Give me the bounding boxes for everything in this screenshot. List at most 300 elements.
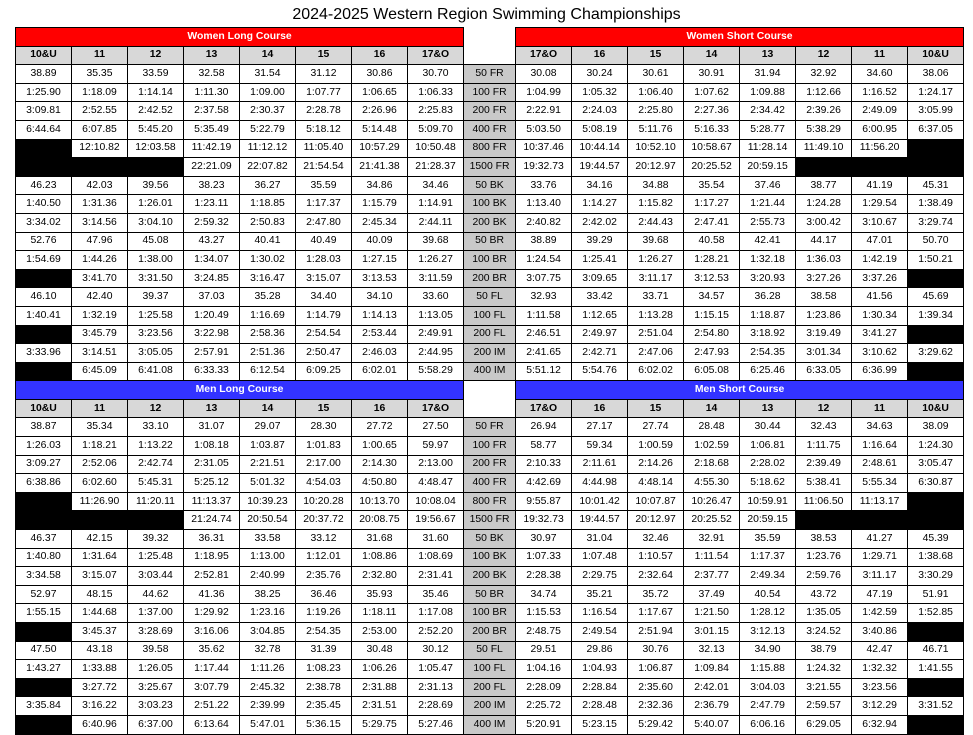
time-cell: 30.91 <box>684 65 740 84</box>
time-cell: 2:42.71 <box>572 344 628 363</box>
time-cell: 20:50.54 <box>240 511 296 530</box>
time-cell: 31.94 <box>740 65 796 84</box>
time-cell: 1:42.19 <box>852 251 908 270</box>
time-cell: 30.08 <box>516 65 572 84</box>
time-cell: 10:08.04 <box>408 492 464 511</box>
time-cell: 3:05.47 <box>908 455 964 474</box>
time-cell: 32.93 <box>516 288 572 307</box>
time-cell: 2:30.37 <box>240 102 296 121</box>
time-cell: 3:16.06 <box>184 623 240 642</box>
event-label: 50 FL <box>464 288 516 307</box>
blank-cell <box>908 492 964 511</box>
table-row <box>16 306 964 325</box>
time-cell: 2:35.60 <box>628 678 684 697</box>
time-cell: 1:28.21 <box>684 251 740 270</box>
time-cell: 2:35.76 <box>296 567 352 586</box>
event-label: 200 IM <box>464 697 516 716</box>
table-row <box>16 604 964 623</box>
blank-cell <box>16 715 72 734</box>
time-cell: 1:06.33 <box>408 83 464 102</box>
time-cell: 2:40.99 <box>240 567 296 586</box>
time-cell: 35.59 <box>296 176 352 195</box>
time-cell: 1:18.85 <box>240 195 296 214</box>
time-cell: 1:26.01 <box>128 195 184 214</box>
time-cell: 12:03.58 <box>128 139 184 158</box>
time-cell: 2:51.94 <box>628 623 684 642</box>
table-row <box>16 195 964 214</box>
age-header: 14 <box>240 399 296 418</box>
time-cell: 1:14.91 <box>408 195 464 214</box>
table-row <box>16 102 964 121</box>
time-cell: 5:22.79 <box>240 120 296 139</box>
time-cell: 34.16 <box>572 176 628 195</box>
time-cell: 1:05.47 <box>408 660 464 679</box>
time-cell: 1:28.12 <box>740 604 796 623</box>
time-cell: 1:09.00 <box>240 83 296 102</box>
time-cell: 34.10 <box>352 288 408 307</box>
blank-cell <box>16 678 72 697</box>
table-row <box>16 585 964 604</box>
time-cell: 2:54.80 <box>684 325 740 344</box>
time-cell: 3:04.85 <box>240 623 296 642</box>
time-cell: 10:39.23 <box>240 492 296 511</box>
time-cell: 3:12.53 <box>684 269 740 288</box>
time-cell: 3:03.44 <box>128 567 184 586</box>
time-cell: 46.37 <box>16 530 72 549</box>
age-header: 16 <box>572 399 628 418</box>
time-cell: 11:12.12 <box>240 139 296 158</box>
time-cell: 2:45.32 <box>240 678 296 697</box>
time-cell: 32.13 <box>684 641 740 660</box>
time-cell: 3:29.62 <box>908 344 964 363</box>
time-cell: 3:23.56 <box>852 678 908 697</box>
time-cell: 39.58 <box>128 641 184 660</box>
event-label: 800 FR <box>464 492 516 511</box>
event-label: 100 BK <box>464 195 516 214</box>
time-cell: 3:25.67 <box>128 678 184 697</box>
time-cell: 21:41.38 <box>352 158 408 177</box>
time-cell: 36.46 <box>296 585 352 604</box>
table-row <box>16 232 964 251</box>
table-row <box>16 176 964 195</box>
age-header: 13 <box>740 46 796 65</box>
time-cell: 6:33.05 <box>796 362 852 381</box>
time-cell: 1:21.50 <box>684 604 740 623</box>
event-label: 50 FR <box>464 65 516 84</box>
time-cell: 31.54 <box>240 65 296 84</box>
age-header: 16 <box>572 46 628 65</box>
time-cell: 2:38.78 <box>296 678 352 697</box>
time-cell: 31.60 <box>408 530 464 549</box>
time-cell: 10:20.28 <box>296 492 352 511</box>
table-row <box>16 251 964 270</box>
time-cell: 3:07.79 <box>184 678 240 697</box>
table-row <box>16 288 964 307</box>
time-cell: 1:06.81 <box>740 437 796 456</box>
time-cell: 2:59.32 <box>184 213 240 232</box>
time-cell: 3:01.34 <box>796 344 852 363</box>
time-cell: 5:18.62 <box>740 474 796 493</box>
time-cell: 42.47 <box>852 641 908 660</box>
event-label: 200 FR <box>464 102 516 121</box>
time-cell: 1:18.87 <box>740 306 796 325</box>
table-row <box>16 492 964 511</box>
time-cell: 2:49.54 <box>572 623 628 642</box>
event-label: 200 BK <box>464 567 516 586</box>
time-cell: 2:47.41 <box>684 213 740 232</box>
time-cell: 2:31.13 <box>408 678 464 697</box>
time-cell: 27.17 <box>572 418 628 437</box>
age-header: 10&U <box>16 399 72 418</box>
time-cell: 6:13.64 <box>184 715 240 734</box>
time-cell: 3:41.70 <box>72 269 128 288</box>
time-cell: 1:04.93 <box>572 660 628 679</box>
time-cell: 1:31.36 <box>72 195 128 214</box>
time-cell: 2:39.99 <box>240 697 296 716</box>
time-cell: 5:27.46 <box>408 715 464 734</box>
time-cell: 5:08.19 <box>572 120 628 139</box>
event-label: 100 BK <box>464 548 516 567</box>
time-cell: 4:54.03 <box>296 474 352 493</box>
time-cell: 20:12.97 <box>628 511 684 530</box>
time-cell: 2:14.26 <box>628 455 684 474</box>
event-label: 50 BK <box>464 176 516 195</box>
time-cell: 10:13.70 <box>352 492 408 511</box>
time-cell: 1:17.08 <box>408 604 464 623</box>
time-cell: 2:44.95 <box>408 344 464 363</box>
time-cell: 4:50.80 <box>352 474 408 493</box>
men-short-course-title: Men Short Course <box>516 381 964 400</box>
time-cell: 1:16.69 <box>240 306 296 325</box>
time-cell: 3:00.42 <box>796 213 852 232</box>
time-cell: 34.90 <box>740 641 796 660</box>
event-label: 400 FR <box>464 120 516 139</box>
time-cell: 1:18.09 <box>72 83 128 102</box>
time-cell: 2:51.04 <box>628 325 684 344</box>
time-cell: 2:58.36 <box>240 325 296 344</box>
time-cell: 2:11.61 <box>572 455 628 474</box>
time-cell: 2:59.76 <box>796 567 852 586</box>
time-cell: 2:25.83 <box>408 102 464 121</box>
time-cell: 47.01 <box>852 232 908 251</box>
time-cell: 35.34 <box>72 418 128 437</box>
time-cell: 38.87 <box>16 418 72 437</box>
time-cell: 33.58 <box>240 530 296 549</box>
time-cell: 1:21.44 <box>740 195 796 214</box>
blank-cell <box>128 158 184 177</box>
time-cell: 6:02.02 <box>628 362 684 381</box>
time-cell: 2:32.80 <box>352 567 408 586</box>
time-cell: 1:29.71 <box>852 548 908 567</box>
time-cell: 1:32.32 <box>852 660 908 679</box>
time-cell: 30.97 <box>516 530 572 549</box>
blank-cell <box>852 511 908 530</box>
time-cell: 10:44.14 <box>572 139 628 158</box>
time-cell: 1:40.41 <box>16 306 72 325</box>
age-header: 11 <box>72 399 128 418</box>
time-cell: 38.58 <box>796 288 852 307</box>
event-label: 100 FR <box>464 437 516 456</box>
blank-cell <box>908 269 964 288</box>
time-cell: 2:22.91 <box>516 102 572 121</box>
time-cell: 2:25.72 <box>516 697 572 716</box>
time-cell: 3:01.15 <box>684 623 740 642</box>
blank-cell <box>72 511 128 530</box>
age-header: 12 <box>128 46 184 65</box>
time-cell: 2:28.09 <box>516 678 572 697</box>
time-cell: 3:14.51 <box>72 344 128 363</box>
time-cell: 40.41 <box>240 232 296 251</box>
time-cell: 59.34 <box>572 437 628 456</box>
time-cell: 2:53.00 <box>352 623 408 642</box>
time-cell: 2:50.83 <box>240 213 296 232</box>
time-cell: 33.59 <box>128 65 184 84</box>
blank-cell <box>908 511 964 530</box>
time-cell: 1:08.23 <box>296 660 352 679</box>
time-cell: 6:07.85 <box>72 120 128 139</box>
time-cell: 6:05.08 <box>684 362 740 381</box>
time-cell: 1:26.05 <box>128 660 184 679</box>
time-cell: 1:11.54 <box>684 548 740 567</box>
time-cell: 2:52.55 <box>72 102 128 121</box>
time-cell: 30.76 <box>628 641 684 660</box>
time-cell: 2:42.52 <box>128 102 184 121</box>
time-cell: 33.76 <box>516 176 572 195</box>
time-cell: 6:41.08 <box>128 362 184 381</box>
table-row <box>16 678 964 697</box>
age-header: 16 <box>352 399 408 418</box>
time-cell: 29.51 <box>516 641 572 660</box>
time-cell: 33.60 <box>408 288 464 307</box>
men-section-header <box>16 381 964 400</box>
time-cell: 2:49.91 <box>408 325 464 344</box>
time-cell: 50.70 <box>908 232 964 251</box>
time-cell: 19:32.73 <box>516 511 572 530</box>
event-label: 50 FL <box>464 641 516 660</box>
blank-cell <box>796 511 852 530</box>
age-header: 13 <box>184 399 240 418</box>
time-cell: 1:11.30 <box>184 83 240 102</box>
time-cell: 2:47.79 <box>740 697 796 716</box>
time-cell: 5:38.41 <box>796 474 852 493</box>
time-cell: 10:26.47 <box>684 492 740 511</box>
time-cell: 1:15.79 <box>352 195 408 214</box>
time-cell: 1:02.59 <box>684 437 740 456</box>
time-cell: 3:20.93 <box>740 269 796 288</box>
time-cell: 31.12 <box>296 65 352 84</box>
time-cell: 3:21.55 <box>796 678 852 697</box>
time-cell: 5:25.12 <box>184 474 240 493</box>
time-cell: 39.68 <box>408 232 464 251</box>
time-cell: 33.71 <box>628 288 684 307</box>
time-cell: 34.40 <box>296 288 352 307</box>
time-cell: 2:44.11 <box>408 213 464 232</box>
event-label: 400 IM <box>464 362 516 381</box>
age-header: 17&O <box>516 46 572 65</box>
time-cell: 2:31.88 <box>352 678 408 697</box>
time-cell: 45.69 <box>908 288 964 307</box>
time-cell: 30.44 <box>740 418 796 437</box>
time-cell: 2:50.47 <box>296 344 352 363</box>
time-cell: 5:11.76 <box>628 120 684 139</box>
time-cell: 26.94 <box>516 418 572 437</box>
time-cell: 35.35 <box>72 65 128 84</box>
time-cell: 5:38.29 <box>796 120 852 139</box>
time-cell: 6:12.54 <box>240 362 296 381</box>
time-cell: 1:19.26 <box>296 604 352 623</box>
time-cell: 1:26.27 <box>628 251 684 270</box>
time-cell: 31.39 <box>296 641 352 660</box>
time-cell: 38.09 <box>908 418 964 437</box>
time-cell: 3:31.52 <box>908 697 964 716</box>
time-cell: 1:26.03 <box>16 437 72 456</box>
time-cell: 1:07.77 <box>296 83 352 102</box>
time-cell: 4:48.14 <box>628 474 684 493</box>
age-header: 12 <box>796 46 852 65</box>
age-header: 10&U <box>16 46 72 65</box>
time-cell: 1:15.15 <box>684 306 740 325</box>
time-cell: 1:35.05 <box>796 604 852 623</box>
time-cell: 42.15 <box>72 530 128 549</box>
time-cell: 3:14.56 <box>72 213 128 232</box>
event-label: 400 IM <box>464 715 516 734</box>
time-cell: 38.06 <box>908 65 964 84</box>
men-age-header-row <box>16 399 964 418</box>
time-cell: 34.46 <box>408 176 464 195</box>
age-header: 10&U <box>908 399 964 418</box>
time-cell: 6:30.87 <box>908 474 964 493</box>
time-cell: 41.27 <box>852 530 908 549</box>
event-label: 50 FR <box>464 418 516 437</box>
time-cell: 35.46 <box>408 585 464 604</box>
time-cell: 2:28.38 <box>516 567 572 586</box>
time-cell: 31.68 <box>352 530 408 549</box>
time-cell: 1:13.40 <box>516 195 572 214</box>
time-cell: 10:50.48 <box>408 139 464 158</box>
time-standards-table <box>15 27 964 735</box>
time-cell: 40.49 <box>296 232 352 251</box>
time-cell: 1:33.88 <box>72 660 128 679</box>
time-cell: 3:11.59 <box>408 269 464 288</box>
time-cell: 2:21.51 <box>240 455 296 474</box>
time-cell: 3:12.13 <box>740 623 796 642</box>
time-cell: 40.58 <box>684 232 740 251</box>
time-cell: 1:08.18 <box>184 437 240 456</box>
time-cell: 1:39.34 <box>908 306 964 325</box>
table-row <box>16 474 964 493</box>
time-cell: 58.77 <box>516 437 572 456</box>
time-cell: 1:24.30 <box>908 437 964 456</box>
time-cell: 3:29.74 <box>908 213 964 232</box>
time-cell: 51.91 <box>908 585 964 604</box>
time-cell: 1:25.48 <box>128 548 184 567</box>
time-cell: 2:48.75 <box>516 623 572 642</box>
time-cell: 6:36.99 <box>852 362 908 381</box>
time-cell: 1:17.67 <box>628 604 684 623</box>
blank-cell <box>16 623 72 642</box>
time-cell: 2:28.84 <box>572 678 628 697</box>
time-cell: 1:03.87 <box>240 437 296 456</box>
time-cell: 2:49.97 <box>572 325 628 344</box>
table-row <box>16 344 964 363</box>
event-header-gap <box>464 46 516 65</box>
time-cell: 1:24.54 <box>516 251 572 270</box>
time-cell: 1:14.79 <box>296 306 352 325</box>
time-cell: 35.28 <box>240 288 296 307</box>
time-cell: 5:28.77 <box>740 120 796 139</box>
blank-cell <box>16 269 72 288</box>
time-cell: 1:24.32 <box>796 660 852 679</box>
time-cell: 38.25 <box>240 585 296 604</box>
time-cell: 1:26.27 <box>408 251 464 270</box>
time-cell: 1:30.34 <box>852 306 908 325</box>
time-cell: 38.53 <box>796 530 852 549</box>
time-cell: 1:17.37 <box>296 195 352 214</box>
time-cell: 3:11.17 <box>852 567 908 586</box>
time-cell: 2:40.82 <box>516 213 572 232</box>
age-header: 11 <box>852 399 908 418</box>
time-cell: 5:18.12 <box>296 120 352 139</box>
time-cell: 2:25.80 <box>628 102 684 121</box>
time-cell: 1:40.80 <box>16 548 72 567</box>
time-cell: 27.74 <box>628 418 684 437</box>
time-cell: 52.97 <box>16 585 72 604</box>
time-cell: 1:32.18 <box>740 251 796 270</box>
time-cell: 35.72 <box>628 585 684 604</box>
blank-cell <box>908 158 964 177</box>
time-cell: 3:33.96 <box>16 344 72 363</box>
time-cell: 1:28.03 <box>296 251 352 270</box>
time-cell: 38.23 <box>184 176 240 195</box>
time-cell: 30.70 <box>408 65 464 84</box>
time-cell: 6:33.33 <box>184 362 240 381</box>
event-label: 200 IM <box>464 344 516 363</box>
time-cell: 5:20.91 <box>516 715 572 734</box>
blank-cell <box>16 511 72 530</box>
time-cell: 3:04.10 <box>128 213 184 232</box>
time-cell: 1:14.14 <box>128 83 184 102</box>
time-cell: 11:13.37 <box>184 492 240 511</box>
time-cell: 1:10.57 <box>628 548 684 567</box>
time-cell: 2:59.57 <box>796 697 852 716</box>
time-cell: 20:37.72 <box>296 511 352 530</box>
time-cell: 3:04.03 <box>740 678 796 697</box>
time-cell: 11:42.19 <box>184 139 240 158</box>
time-cell: 2:51.36 <box>240 344 296 363</box>
age-header: 15 <box>296 399 352 418</box>
time-cell: 34.74 <box>516 585 572 604</box>
time-cell: 35.62 <box>184 641 240 660</box>
time-cell: 6:29.05 <box>796 715 852 734</box>
time-cell: 3:28.69 <box>128 623 184 642</box>
time-cell: 5:03.50 <box>516 120 572 139</box>
time-cell: 1:04.16 <box>516 660 572 679</box>
time-cell: 34.63 <box>852 418 908 437</box>
time-cell: 1:44.26 <box>72 251 128 270</box>
time-cell: 2:57.91 <box>184 344 240 363</box>
time-cell: 47.96 <box>72 232 128 251</box>
time-cell: 35.59 <box>740 530 796 549</box>
age-header: 12 <box>796 399 852 418</box>
time-cell: 1:40.50 <box>16 195 72 214</box>
event-label: 50 BR <box>464 232 516 251</box>
time-cell: 1:16.52 <box>852 83 908 102</box>
time-cell: 27.72 <box>352 418 408 437</box>
time-cell: 10:57.29 <box>352 139 408 158</box>
men-long-course-title: Men Long Course <box>16 381 464 400</box>
time-cell: 3:41.27 <box>852 325 908 344</box>
time-cell: 2:26.96 <box>352 102 408 121</box>
